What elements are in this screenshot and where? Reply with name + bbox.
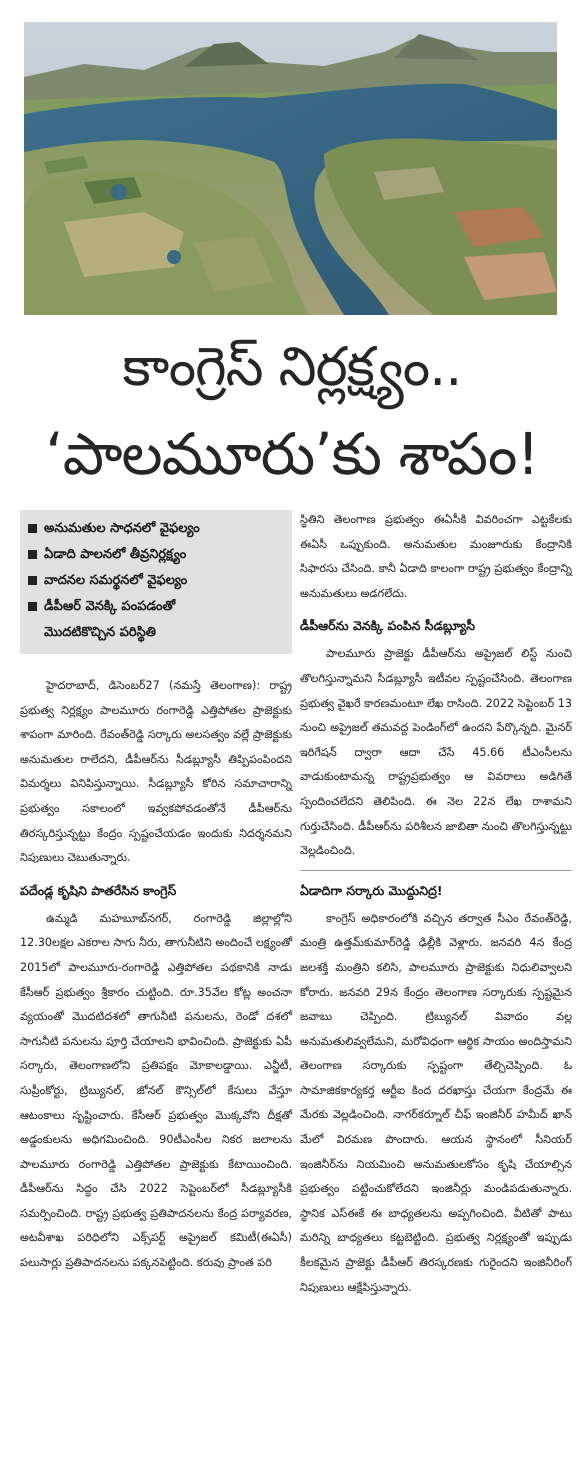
highlight-item-continuation: మొదటికొచ్చిన పరిస్థితి [44, 625, 156, 640]
right-column [300, 508, 572, 1300]
body-paragraph: పాలమూరు ప్రాజెక్టు డీపీఆర్‌ను అప్రైజల్‌ లిస్ట్‌ నుంచి తొలగిస్తున్నామని సీడబ్ల్యూసీ ఇటీవల స్పష్టంచేసింది. తెలంగాణ ప్రభుత్వ వైఖరే కారణమంటూ లేఖ రాసింది. 2022 సెప్టెంబర్‌ 13 నుంచి అప్రైజల్‌ తమవద్ద పెండింగ్‌లో ఉందని పేర్కొన్నది. మైనర్‌ ఇరిగేషన్‌ ద్వారా ఆదా చేసే 45.66 టీఎంసీలను వాడుకుంటామన్న రాష్ట్రప్రభుత్వం ఆ వివరాలు అడిగితే స్పందించలేదని తెలిపింది. ఈ నెల 22న లేఖ రాశామని గుర్తుచేసింది. డీపీఆర్‌ను పరిశీలన జాబితా నుంచి తొలగిస్తున్నట్టు వెల్లడించింది. [300, 647, 572, 858]
continued-paragraph: స్థితిని తెలంగాణ ప్రభుత్వం ఈఏసీకి వివరించగా ఎట్టకేలకు ఈఏసీ ఒప్పుకుంది. అనుమతుల మంజూరుకు కేంద్రానికి సిఫారసు చేసింది. కానీ ఏడాది కాలంగా రాష్ట్ర ప్రభుత్వం కేంద్రాన్ని అనుమతులు అడగలేదు. [300, 513, 572, 600]
headline-line-2: ‘పాలమూరు’కు శాపం! [45, 420, 539, 488]
subheading: ఏడాదిగా సర్కారు మొద్దునిద్ర! [300, 882, 443, 898]
body-paragraph: ఉమ్మడి మహబూబ్‌నగర్‌, రంగారెడ్డి జిల్లాల్లోని 12.30లక్షల ఎకరాల సాగు నీరు, తాగునీటిని అందించే లక్ష్యంతో 2015లో పాలమూరు-రంగారెడ్డి ఎత్తిపోతల పథకానికి నాడు కేసీఆర్‌ ప్రభుత్వం శ్రీకారం చుట్టింది. రూ.35వేల కోట్ల అంచనా వ్యయంతో మొదటిదశలో తాగునీటి పనులను, రెండో దశలో సాగునీటి పనులను పూర్తి చేయాలని భావించింది. ప్రాజెక్టుకు ఏపీ సర్కారు, తెలంగాణలోని ప్రతిపక్షం మోకాలడ్డాయి. ఎన్జీటీ, సుప్రీంకోర్టు, ట్రిబ్యునల్‌, జోనల్‌ కౌన్సిల్‌లో కేసులు వేస్తూ ఆటంకాలు సృష్టించారు. కేసీఆర్‌ ప్రభుత్వం మొక్కవోని దీక్షతో అడ్డంకులను అధిగమించింది. 90టీఎంసీల నికర జలాలను పాలమూరు రంగారెడ్డి ఎత్తిపోతల ప్రాజెక్టుకు కేటాయించింది. డీపీఆర్‌ను సిద్ధం చేసి 2022 సెప్టెంబర్‌లో సీడబ్ల్యూసీకి సమర్పించింది. రాష్ట్ర ప్రభుత్వ ప్రతిపాదనలను కేంద్ర పర్యావరణ, అటవీశాఖ పరిధిలోని ఎక్స్‌పర్ట్‌ అప్రైజల్‌ కమిటీ(ఈఏసీ) పలుసార్లు ప్రతిపాదనలను పక్కనపెట్టింది. కరువు ప్రాంత పరి [20, 911, 292, 1270]
subheading: పదేండ్ల కృషిని పాతరేసిన కాంగ్రెస్‌ [20, 882, 177, 898]
divider [300, 870, 572, 871]
bullet-square-icon [28, 524, 37, 533]
headline-line-1: కాంగ్రెస్‌ నిర్లక్ష్యం.. [122, 335, 462, 398]
body-paragraph: కాంగ్రెస్‌ అధికారంలోకి వచ్చిన తర్వాత సీఎం రేవంత్‌రెడ్డి, మంత్రి ఉత్తమ్‌కుమార్‌రెడ్డి ఢిల్లీకి వెళ్లారు. జనవరి 4న కేంద్ర జలశక్తి మంత్రిని కలిసి, పాలమూరు ప్రాజెక్టుకు నిధులివ్వాలని కోరారు. జనవరి 29న కేంద్రం తెలంగాణ సర్కారుకు స్పష్టమైన జవాబు చెప్పింది. ట్రిబ్యునల్‌ వివాదం వల్ల అనుమతులివ్వలేమని, మరోవిధంగా ఆర్థిక సాయం అందిస్తామని తెలంగాణ సర్కారుకు స్పష్టంగా తేల్చిచెప్పింది. ఓ సామాజికకార్యకర్త ఆర్టీఐ కింద దరఖాస్తు చేయగా కేంద్రమే ఈ మేరకు వెల్లడించింది. నాగర్‌కర్నూల్‌ చీఫ్‌ ఇంజినీర్‌ హమీద్‌ ఖాన్‌ మేలో విరమణ పొందారు. ఆయన స్థానంలో సీనియర్‌ ఇంజినీర్‌ను నియమించి అనుమతులకోసం కృషి చేయాల్సిన ప్రభుత్వం పట్టించుకోలేదని ఇంజినీర్లు మండిపడుతున్నారు. స్థానిక ఎస్‌ఈకే ఈ బాధ్యతలను అప్పగించింది. వీటితో పాటు మరిన్ని బాధ్యతలు కట్టబెట్టింది. ప్రభుత్వ నిర్లక్ష్యంతో ఇప్పుడు కీలకమైన ప్రాజెక్టు డీపీఆర్‌ తిరస్కరణకు గురైందని ఇంజినీరింగ్‌ నిపుణులు ఆక్షేపిస్తున్నారు. [300, 911, 572, 1294]
highlight-item: ఏడాది పాలనలో తీవ్రనిర్లక్ష్యం [26, 542, 284, 568]
bullet-square-icon [28, 576, 37, 585]
highlight-item: వాదనల సమర్థనలో వైఫల్యం [26, 568, 284, 594]
bullet-square-icon [28, 602, 37, 611]
highlights-box [20, 510, 292, 654]
reservoir-aerial-photo [24, 22, 557, 315]
bullet-square-icon [28, 550, 37, 559]
highlight-item: అనుమతుల సాధనలో వైఫల్యం [26, 516, 284, 542]
intro-paragraph: హైదరాబాద్‌, డిసెంబర్‌27 (నమస్తే తెలంగాణ): రాష్ట్ర ప్రభుత్వ నిర్లక్ష్యం పాలమూరు రంగారెడ్డి ఎత్తిపోతల ప్రాజెక్టుకు శాపంగా మారింది. రేవంత్‌రెడ్డి సర్కారు అలసత్వం వల్లే ప్రాజెక్టుకు అనుమతుల రాలేదని, డీపీఆర్‌ను సీడబ్ల్యూసీ తిప్పిపంపిందని విమర్శలు వినిపిస్తున్నాయి. సీడబ్ల్యూసీ కోరిన సమాచారాన్ని ప్రభుత్వం సకాలంలో ఇవ్వకపోవడంతోనే డీపీఆర్‌ను తిరస్కరిస్తున్నట్టు కేంద్రం స్పష్టంచేయడం ఇందుకు నిదర్శనమని నిపుణులు చెబుతున్నారు. [20, 679, 292, 865]
subheading: డీపీఆర్‌ను వెనక్కి పంపిన సీడబ్ల్యూసీ [300, 618, 476, 634]
left-column [20, 510, 292, 1276]
highlight-item: డీపీఆర్‌ వెనక్కి పంపడంతో [26, 594, 284, 620]
